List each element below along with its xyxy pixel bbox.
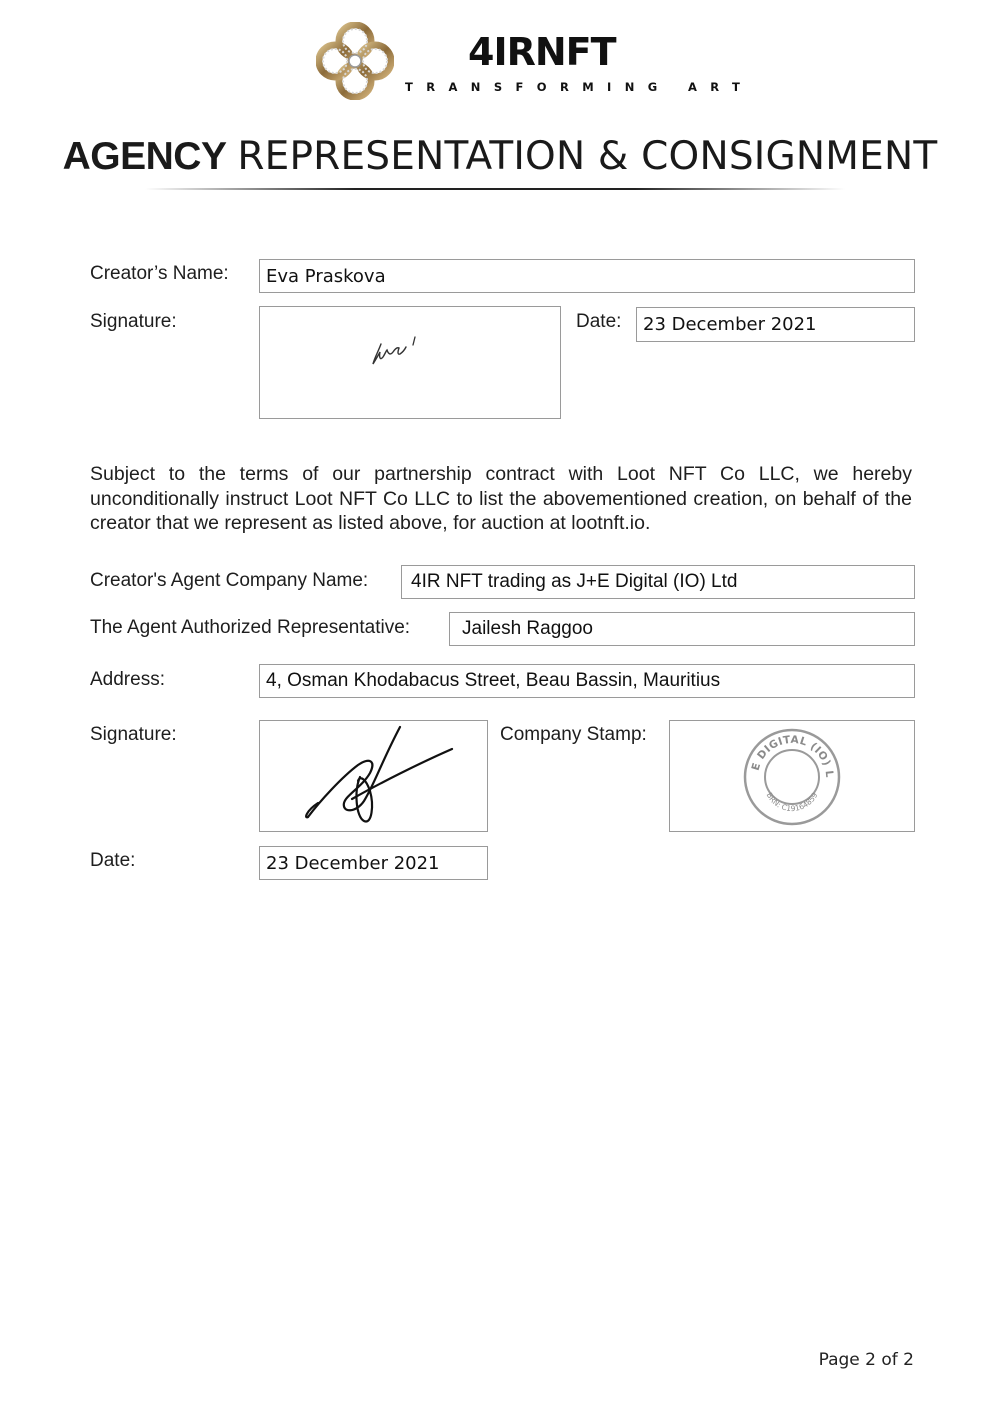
svg-text:BRN: C19164859: BRN: C19164859 xyxy=(764,791,820,814)
document-title-bold: AGENCY xyxy=(62,135,227,178)
company-stamp-label: Company Stamp: xyxy=(500,724,647,745)
document-title xyxy=(0,134,1000,179)
brand-logo-icon xyxy=(316,22,394,100)
svg-text:J + E DIGITAL (IO) LTD: E DIGITAL (IO) L xyxy=(749,733,836,777)
agent-representative-label: The Agent Authorized Representative: xyxy=(90,617,411,638)
agent-date-label: Date: xyxy=(90,850,136,871)
creator-signature-label: Signature: xyxy=(90,311,177,332)
creator-date-label: Date: xyxy=(576,311,622,332)
company-stamp-icon xyxy=(670,721,914,831)
agent-company-field[interactable]: 4IR NFT trading as J+E Digital (IO) Ltd xyxy=(401,565,915,599)
agent-signature-icon xyxy=(260,721,487,831)
agent-signature-label: Signature: xyxy=(90,724,177,745)
agent-address-label: Address: xyxy=(90,669,165,690)
agent-representative-field[interactable]: Jailesh Raggoo xyxy=(449,612,915,646)
document-title-rest: REPRESENTATION & CONSIGNMENT xyxy=(237,134,938,179)
agent-company-label: Creator's Agent Company Name: xyxy=(90,570,369,591)
creator-name-label: Creator’s Name: xyxy=(90,263,229,284)
brand-name: 4IRNFT xyxy=(468,30,616,74)
agent-signature-box[interactable] xyxy=(259,720,488,832)
agent-date-field[interactable]: 23 December 2021 xyxy=(259,846,488,880)
brand-tagline: TRANSFORMING ART xyxy=(405,80,754,94)
creator-name-field[interactable]: Eva Praskova xyxy=(259,259,915,293)
creator-date-field[interactable]: 23 December 2021 xyxy=(636,307,915,342)
company-stamp-box xyxy=(669,720,915,832)
page-number: Page 2 of 2 xyxy=(818,1350,914,1370)
instruction-paragraph: Subject to the terms of our partnership contract with Loot NFT Co LLC, we hereby unconditionally instruct Loot NFT Co LLC to list the abovementioned creation, on behalf of the creator that we represent as listed above, for auction at lootnft.io. xyxy=(90,463,912,534)
creator-signature-icon xyxy=(260,307,560,418)
creator-signature-box[interactable] xyxy=(259,306,561,419)
agent-address-field[interactable]: 4, Osman Khodabacus Street, Beau Bassin, Mauritius xyxy=(259,664,915,698)
title-divider xyxy=(145,188,845,190)
